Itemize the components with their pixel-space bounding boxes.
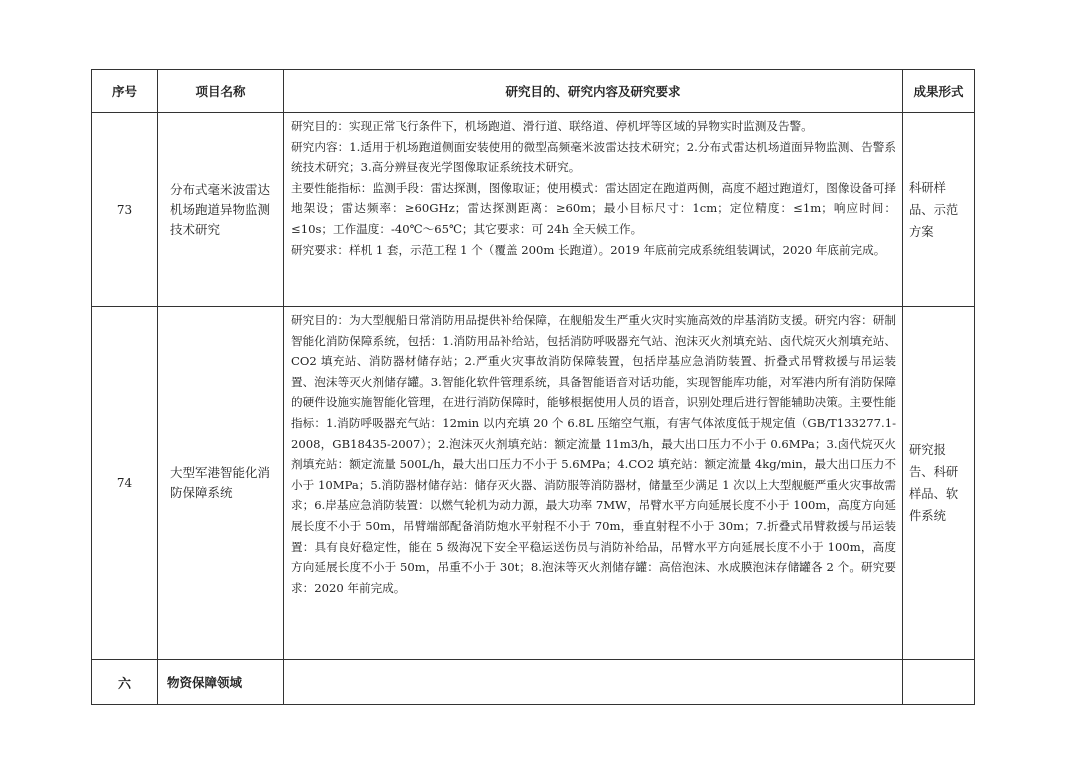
content-paragraph: 研究要求：样机 1 套，示范工程 1 个（覆盖 200m 长跑道）。2019 年底前完成系统组装调试，2020 年底前完成。 [291,242,886,257]
content-paragraph: 研究目的：为大型舰船日常消防用品提供补给保障，在舰船发生严重火灾时实施高效的岸基消防支援。研究内容：研制智能化消防保障系统，包括：1.消防用品补给站，包括消防呼吸器充气站、泡沫灭火剂填充站、卤代烷灭火剂填充站、CO2 填充站、消防器材储存站；2.严重火灾事故消防保障装置，包括岸基应急消防装置、折叠式吊臂救援与吊运装置、泡沫等灭火剂储存罐。3.智能化软件管理系统，具备智能语音对话功能，实现智能库功能，对军港内所有消防保障的硬件设施实施智能化管理，在进行消防保障时，能够根据使用人员的语音，识别处理后进行智能辅助决策。主要性能指标：1.消防呼吸器充气站：12min 以内充填 20 个 6.8L 压缩空气瓶，有害气体浓度低于规定值（GB/T13327​7.1-2008，GB18435-2007）；2.泡沫灭火剂填充站：额定流量 11m3/h，最大出口压力不小于 0.6MPa；3.卤代烷灭火剂填充站：额定流量 500L/h，最大出口压力不小于 5.6MPa；4.CO2 填充站：额定流量 4kg/min，最大出口压力不小于 10MPa；5.消防器材储存站：储存灭火器、消防服等消防器材，储量至少满足 1 次以上大型舰艇严重火灾事故需求；6.岸基应急消防装置：以燃气轮机为动力源，最大功率 7MW，吊臂水平方向延展长度不小于 100m，高度方向延展长度不小于 50m，吊臂端部配备消防炮水平射程不小于 70m，垂直射程不小于 30m；7.折叠式吊臂救援与吊运装置：具有良好稳定性，能在 5 级海况下安全平稳运送伤员与消防补给品，吊臂水平方向延展长度不小于 100m，高度方向延展长度不小于 50m，吊重不小于 30t；8.泡沫等灭火剂储存罐：高倍泡沫、水成膜泡沫存储罐各 2 个。研究要求：2020 年前完成。 [291,313,896,595]
header-content: 研究目的、研究内容及研究要求 [284,70,903,113]
project-name: 大型军港智能化消防保障系统 [158,307,284,660]
content-paragraph: 主要性能指标：监测手段：雷达探测，图像取证；使用模式：雷达固定在跑道两侧，高度不超过跑道灯，图像设备可择地架设；雷达频率：≥60GHz；雷达探测距离：≥60m；最小目标尺寸：1cm；定位精度：≤1m；响应时间：≤10s；工作温度：-40℃～65℃；其它要求：可 24h 全天候工作。 [291,180,896,236]
table-row [92,113,975,307]
project-table [91,69,975,705]
section-title: 物资保障领域 [158,660,284,705]
content-paragraph: 研究目的：实现正常飞行条件下，机场跑道、滑行道、联络道、停机坪等区域的异物实时监测及告警。 [291,119,813,133]
result-form: 科研样品、示范方案 [903,113,975,307]
section-number: 六 [92,660,158,705]
project-content [284,307,903,660]
header-name: 项目名称 [158,70,284,113]
table-header-row [92,70,975,113]
row-number: 74 [92,307,158,660]
result-form: 研究报告、科研样品、软件系统 [903,307,975,660]
empty-cell [284,660,903,705]
header-no: 序号 [92,70,158,113]
content-paragraph: 研究内容：1.适用于机场跑道侧面安装使用的微型高频毫米波雷达技术研究；2.分布式雷达机场道面异物监测、告警系统技术研究；3.高分辨昼夜光学图像取证系统技术研究。 [291,139,896,175]
header-result: 成果形式 [903,70,975,113]
table-row [92,307,975,660]
project-content [284,113,903,307]
section-row [92,660,975,705]
project-name: 分布式毫米波雷达机场跑道异物监测技术研究 [158,113,284,307]
row-number: 73 [92,113,158,307]
empty-cell [903,660,975,705]
